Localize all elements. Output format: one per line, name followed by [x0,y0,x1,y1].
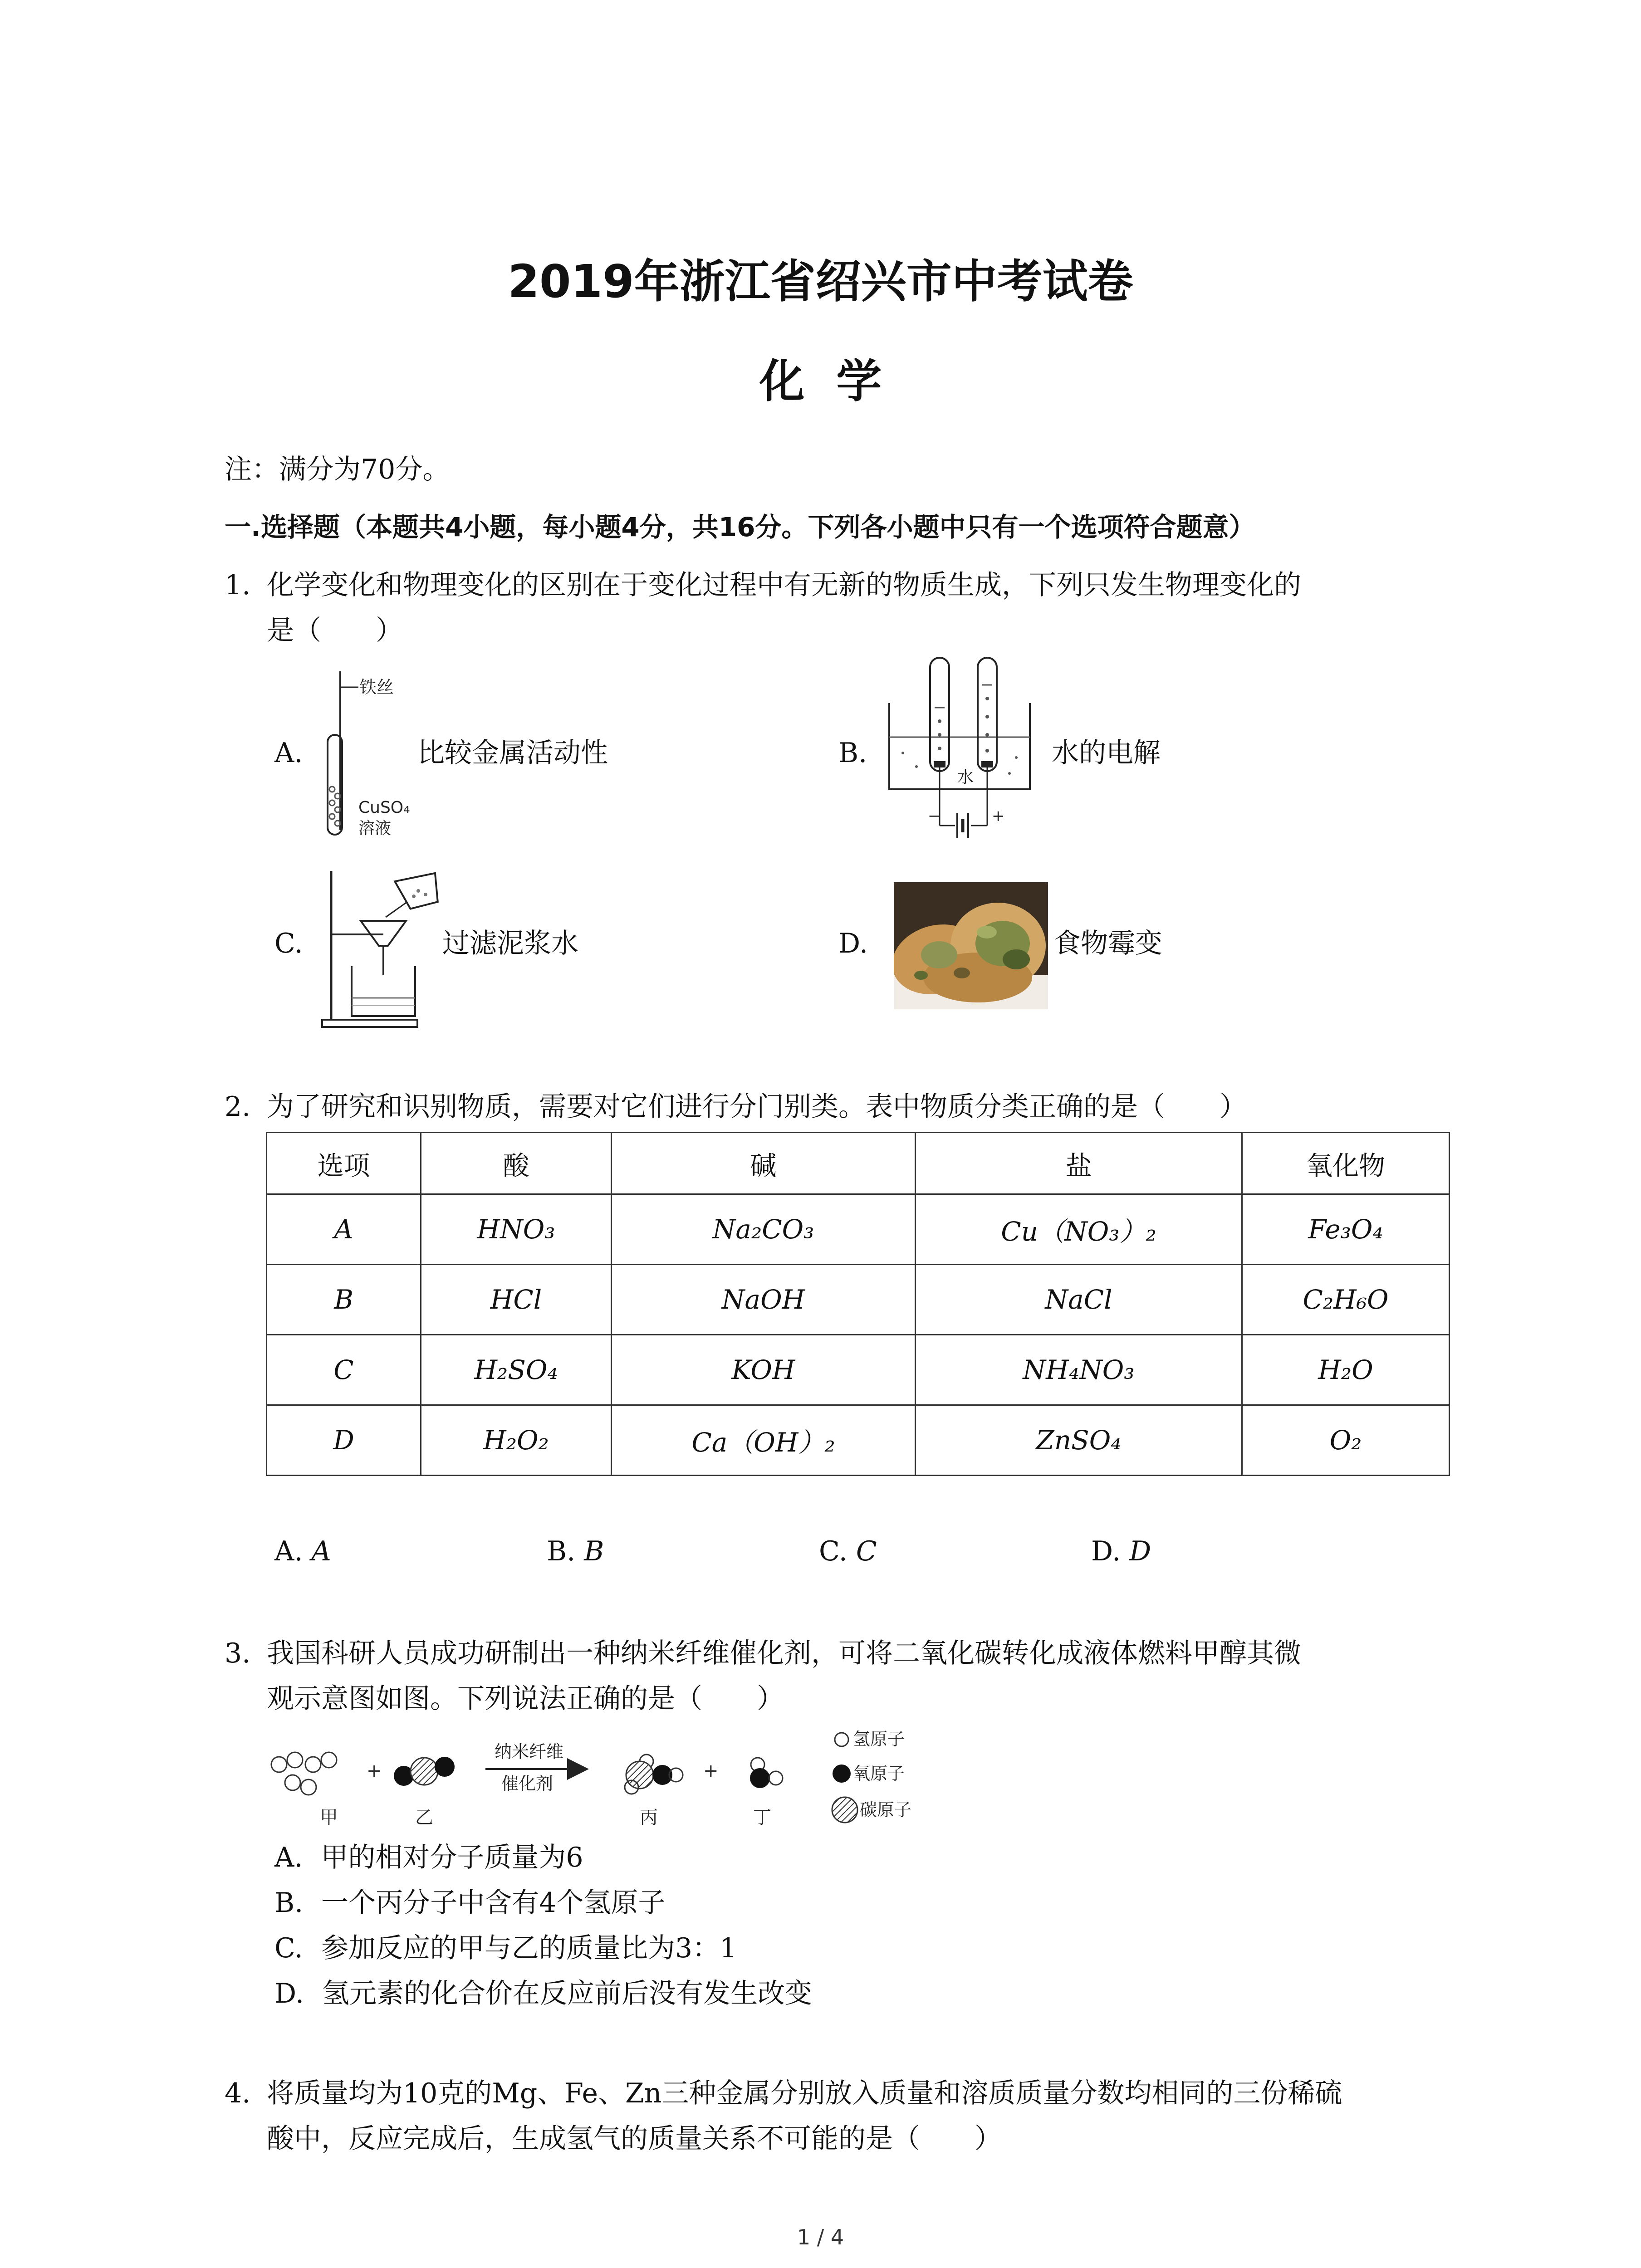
table-cell: HCl [421,1265,612,1335]
q3-option-a-letter: A. [274,1842,303,1873]
q3-option-c-letter: C. [274,1932,303,1964]
q2-choice-d-value: D [1129,1535,1151,1567]
q3-stem-line1: 我国科研人员成功研制出一种纳米纤维催化剂，可将二氧化碳转化成液体燃料甲醇其微 [267,1637,1301,1669]
q3-stem-line2: 观示意图如图。下列说法正确的是（ ） [267,1683,784,1715]
iron-wire-label: 铁丝 [359,677,394,697]
table-cell: B [267,1265,421,1335]
q4-stem-line2: 酸中，反应完成后，生成氢气的质量关系不可能的是（ ） [267,2123,1002,2155]
q3-option-b[interactable] [274,1880,665,1926]
table-cell: Ca（OH）₂ [612,1405,916,1476]
q1-option-c-letter[interactable]: C. [274,928,303,959]
q1-number: 1. [225,569,251,601]
q1-stem-line2: 是（ ） [267,615,403,646]
table-row [267,1265,1450,1335]
q3-option-d-text: 氢元素的化合价在反应前后没有发生改变 [322,1978,813,2009]
table-cell: Na₂CO₃ [612,1194,916,1265]
q4-number: 4. [225,2077,251,2109]
table-cell: Cu（NO₃）₂ [916,1194,1242,1265]
plus-sign-1: + [367,1760,382,1781]
moldy-bread-photo [894,882,1048,1009]
q1-option-c-text: 过滤泥浆水 [442,928,578,959]
q1-option-a-text: 比较金属活动性 [417,737,608,769]
legend-carbon: 碳原子 [860,1800,912,1820]
table-cell: Fe₃O₄ [1242,1194,1450,1265]
table-row [267,1335,1450,1405]
q2-choice-a[interactable] [274,1529,331,1574]
label-yi: 乙 [415,1807,433,1828]
table-cell: C₂H₆O [1242,1265,1450,1335]
table-cell: H₂SO₄ [421,1335,612,1405]
test-tube-figure [309,667,426,848]
label-jia: 甲 [320,1807,338,1828]
q3-option-d-letter: D. [274,1978,304,2009]
plus-sign-2: + [703,1760,719,1781]
table-cell: H₂O₂ [421,1405,612,1476]
q3-option-c-text: 参加反应的甲与乙的质量比为3：1 [321,1932,737,1964]
header-base: 碱 [612,1133,916,1194]
label-bing: 丙 [640,1807,658,1828]
q3-number: 3. [225,1637,251,1669]
header-salt: 盐 [916,1133,1242,1194]
table-cell: KOH [612,1335,916,1405]
solution-label: 溶液 [358,819,392,838]
arrow-top-label: 纳米纤维 [495,1742,564,1762]
q3-option-d[interactable] [274,1971,812,2016]
table-row [267,1194,1450,1265]
q3-option-b-text: 一个丙分子中含有4个氢原子 [321,1887,666,1919]
table-cell: ZnSO₄ [916,1405,1242,1476]
table-cell: NaCl [916,1265,1242,1335]
table-cell: NaOH [612,1265,916,1335]
q2-choice-d[interactable] [1091,1529,1151,1574]
classification-table [266,1132,1450,1476]
table-cell: C [267,1335,421,1405]
page-title: 2019年浙江省绍兴市中考试卷 [508,255,1133,308]
subject-title: 化 学 [759,355,882,408]
q2-choice-b[interactable] [547,1529,604,1574]
q2-choice-c-value: C [856,1535,877,1567]
q1-option-b-letter[interactable]: B. [838,737,867,769]
section-heading: 一.选择题（本题共4小题，每小题4分，共16分。下列各小题中只有一个选项符合题意） [225,512,1255,543]
q1-stem-line1: 化学变化和物理变化的区别在于变化过程中有无新的物质生成，下列只发生物理变化的 [267,569,1301,601]
q3-option-a-text: 甲的相对分子质量为6 [321,1842,583,1873]
q1-option-d-letter[interactable]: D. [838,928,868,959]
table-cell: HNO₃ [421,1194,612,1265]
q1-option-d-text: 食物霉变 [1053,928,1162,959]
water-label: 水 [957,768,974,787]
header-oxide: 氧化物 [1242,1133,1450,1194]
table-cell: O₂ [1242,1405,1450,1476]
label-ding: 丁 [753,1807,771,1828]
table-cell: H₂O [1242,1335,1450,1405]
q2-number: 2. [225,1091,251,1123]
table-row [267,1405,1450,1476]
filtration-figure [318,862,449,1034]
header-option: 选项 [267,1133,421,1194]
q2-choice-c-letter: C. [819,1535,847,1567]
q2-stem: 为了研究和识别物质，需要对它们进行分门别类。表中物质分类正确的是（ ） [267,1091,1247,1123]
molecule-reaction-diagram [268,1721,939,1839]
table-cell: D [267,1405,421,1476]
legend-hydrogen: 氢原子 [853,1729,905,1749]
minus-label: − [928,807,941,825]
legend-oxygen: 氧原子 [853,1764,905,1784]
q3-option-c[interactable] [274,1926,737,1971]
q2-choice-b-letter: B. [547,1535,576,1567]
score-note: 注：满分为70分。 [225,454,450,485]
arrow-bottom-label: 催化剂 [501,1774,554,1794]
plus-label: + [992,807,1005,825]
q3-option-b-letter: B. [274,1887,304,1919]
table-cell: NH₄NO₃ [916,1335,1242,1405]
q2-choice-c[interactable] [819,1529,877,1574]
q3-option-a[interactable] [274,1835,583,1880]
q2-choice-a-letter: A. [274,1535,303,1567]
q2-choice-b-value: B [584,1535,604,1567]
q1-option-b-text: 水的电解 [1052,737,1161,769]
page-number: 1 / 4 [797,2225,844,2249]
table-header-row [267,1133,1450,1194]
q2-choice-d-letter: D. [1091,1535,1121,1567]
q1-option-a-letter[interactable]: A. [274,737,303,769]
q2-choice-a-value: A [311,1535,331,1567]
q4-stem-line1: 将质量均为10克的Mg、Fe、Zn三种金属分别放入质量和溶质质量分数均相同的三份稀硫 [267,2077,1342,2109]
table-cell: A [267,1194,421,1265]
electrolysis-figure [885,653,1048,844]
cuso4-label: CuSO₄ [358,798,410,817]
header-acid: 酸 [421,1133,612,1194]
